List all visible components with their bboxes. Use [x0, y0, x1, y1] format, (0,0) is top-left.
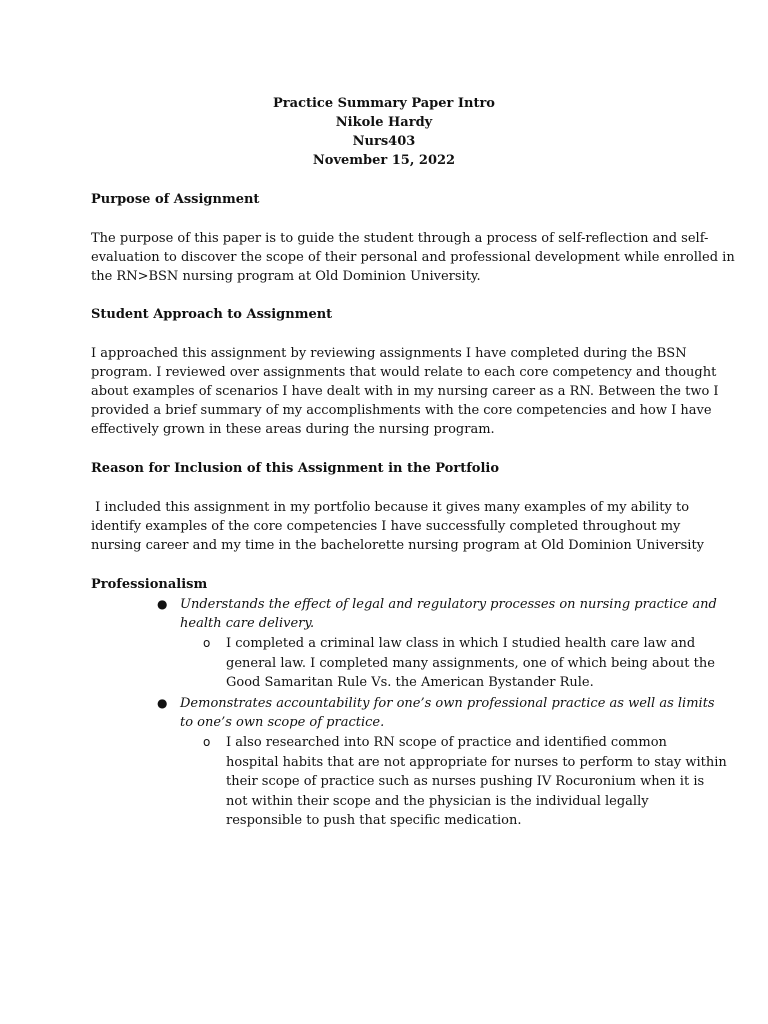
paragraph-line: identify examples of the core competencies I have successfully completed throughout my [91, 519, 681, 534]
evidence-item [226, 733, 727, 831]
paragraph-line: provided a brief summary of my accomplishments with the core competencies and how I have [91, 403, 712, 418]
bullet-icon: ● [157, 696, 168, 710]
evidence-line: general law. I completed many assignments, one of which being about the [226, 655, 715, 671]
document-date: November 15, 2022 [312, 153, 456, 168]
competency-line: Demonstrates accountability for one’s own professional practice as well as limits [180, 696, 715, 711]
bullet-icon: ● [157, 597, 168, 611]
paragraph-line: the RN>BSN nursing program at Old Dominion University. [91, 269, 481, 284]
evidence-item [226, 634, 715, 693]
purpose-paragraph [91, 229, 735, 286]
evidence-line: not within their scope and the physician is the individual legally [226, 793, 649, 809]
section-heading-approach: Student Approach to Assignment [91, 307, 333, 322]
evidence-line: Good Samaritan Rule Vs. the American Bystander Rule. [226, 675, 594, 690]
competency-item [180, 595, 717, 633]
competency-line: Understands the effect of legal and regulatory processes on nursing practice and [180, 597, 717, 612]
competency-line: health care delivery. [180, 616, 315, 631]
sub-bullet-icon: o [203, 636, 211, 650]
paragraph-line: about examples of scenarios I have dealt with in my nursing career as a RN. Between the two I [91, 384, 719, 399]
paragraph-line: effectively grown in these areas during the nursing program. [91, 422, 495, 437]
evidence-line: I also researched into RN scope of practice and identified common [226, 735, 667, 750]
author-name: Nikole Hardy [335, 115, 433, 130]
section-heading-purpose: Purpose of Assignment [91, 192, 260, 207]
paragraph-line: nursing career and my time in the bachelorette nursing program at Old Dominion University [91, 538, 705, 553]
section-heading-reason: Reason for Inclusion of this Assignment in the Portfolio [91, 461, 500, 476]
reason-paragraph [91, 498, 705, 555]
paragraph-line: The purpose of this paper is to guide the student through a process of self-reflection and self- [91, 231, 709, 246]
sub-bullet-icon: o [203, 735, 211, 749]
approach-paragraph [91, 344, 719, 439]
evidence-line: their scope of practice such as nurses pushing IV Rocuronium when it is [226, 774, 705, 789]
section-heading-professionalism: Professionalism [91, 577, 208, 592]
competency-item [180, 694, 715, 732]
paragraph-line: program. I reviewed over assignments that would relate to each core competency and thought [91, 365, 717, 380]
paragraph-line: I included this assignment in my portfolio because it gives many examples of my ability to [91, 500, 690, 515]
document-title: Practice Summary Paper Intro [273, 96, 495, 111]
evidence-line: I completed a criminal law class in which I studied health care law and [226, 636, 696, 651]
paragraph-line: evaluation to discover the scope of their personal and professional development while enrolled in [91, 250, 735, 265]
course-code: Nurs403 [352, 134, 416, 149]
evidence-line: hospital habits that are not appropriate for nurses to perform to stay within [226, 754, 727, 770]
evidence-line: responsible to push that specific medication. [226, 813, 522, 828]
paragraph-line: I approached this assignment by reviewing assignments I have completed during the BSN [91, 346, 687, 361]
competency-line: to one’s own scope of practice. [180, 715, 385, 730]
